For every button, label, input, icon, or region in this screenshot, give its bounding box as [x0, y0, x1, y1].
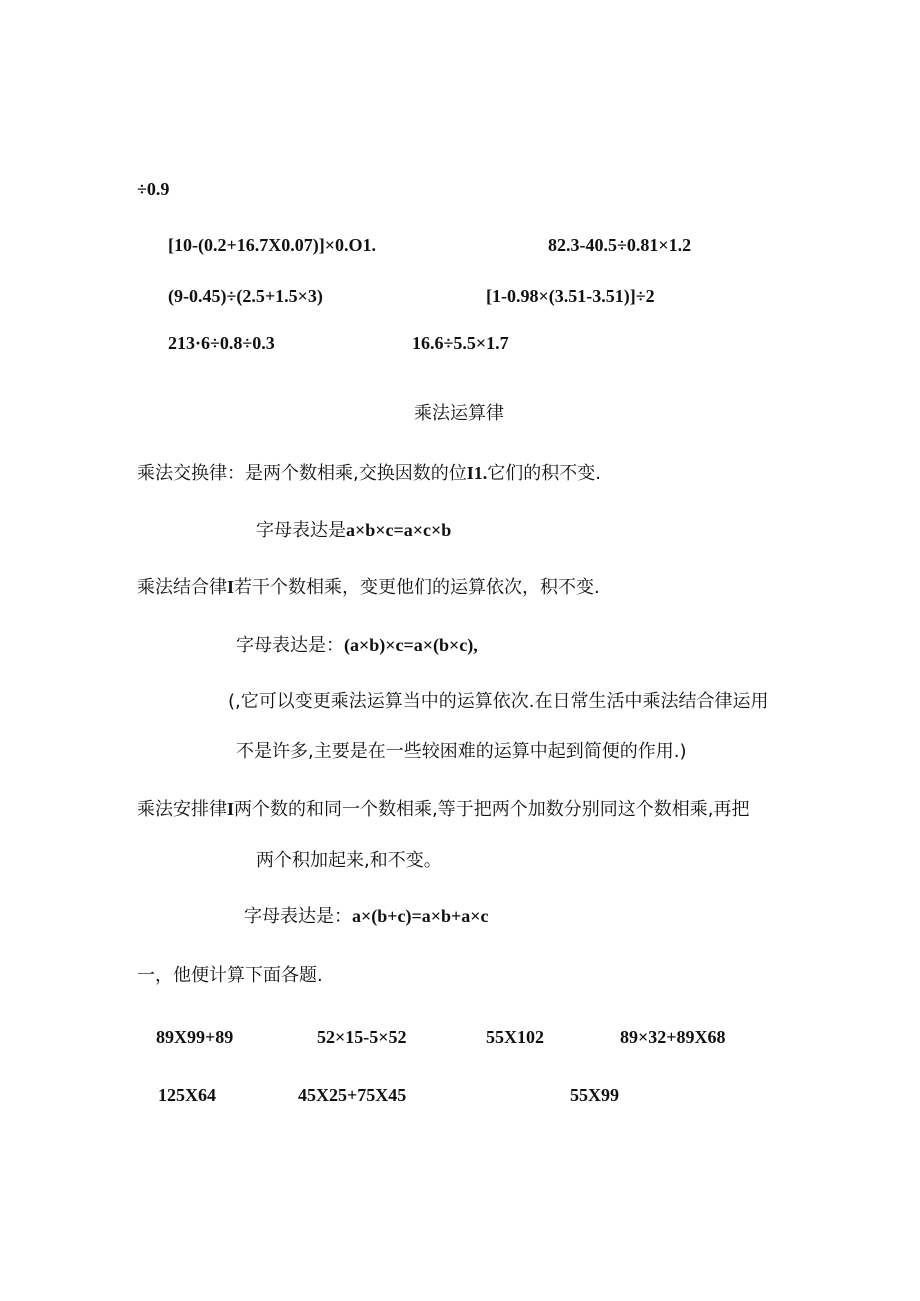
exercise-a-5: 213·6÷0.8÷0.3 [168, 333, 275, 353]
associative-law [137, 575, 600, 600]
exercise-b-2: 52×15-5×52 [317, 1027, 407, 1047]
associative-label: 乘法结合律 [137, 577, 227, 598]
exercise-b-6: 45X25+75X45 [298, 1085, 407, 1105]
associative-formula-expr: (a×b)×c=a×(b×c), [344, 635, 478, 655]
commutative-formula [256, 518, 451, 543]
exercise-b-3: 55X102 [486, 1027, 544, 1047]
distributive-mark: I [227, 799, 235, 819]
associative-note-line2: 不是许多,主要是在一些较困难的运算中起到简便的作用.) [236, 741, 687, 762]
exercise-b-5: 125X64 [158, 1085, 216, 1105]
associative-text: 若干个数相乘，变更他们的运算依次，积不变. [234, 577, 600, 598]
associative-note-line1: (,它可以变更乘法运算当中的运算依次.在日常生活中乘法结合律运用 [228, 691, 769, 712]
exercise-a-1: [10-(0.2+16.7X0.07)]×0.O1. [168, 235, 376, 255]
exercise-b-1: 89X99+89 [156, 1027, 234, 1047]
exercise-heading: 一，他便计算下面各题. [137, 965, 323, 986]
commutative-formula-expr: a×b×c=a×c×b [346, 520, 452, 540]
distributive-text-line2: 两个积加起来,和不变。 [256, 850, 442, 871]
exercise-a-2: 82.3-40.5÷0.81×1.2 [548, 235, 692, 255]
exercise-b-7: 55X99 [570, 1085, 619, 1105]
exercise-b-4: 89×32+89X68 [620, 1027, 726, 1047]
distributive-formula-label: 字母表达是： [244, 906, 352, 927]
distributive-label: 乘法安排律 [137, 799, 227, 820]
commutative-text-c: 它们的积不变. [487, 463, 601, 484]
associative-mark: I [227, 577, 235, 597]
exercise-a-4: [1-0.98×(3.51-3.51)]÷2 [486, 286, 655, 306]
distributive-law [137, 797, 749, 822]
commutative-law [137, 461, 601, 486]
distributive-formula [244, 904, 489, 929]
section-title: 乘法运算律 [414, 403, 504, 424]
distributive-formula-expr: a×(b+c)=a×b+a×c [352, 906, 489, 926]
associative-formula [236, 633, 478, 658]
top-fragment: ÷0.9 [137, 179, 170, 199]
commutative-text-a: 是两个数相乘,交换因数的位 [245, 463, 467, 484]
commutative-formula-label: 字母表达是 [256, 520, 346, 541]
associative-formula-label: 字母表达是： [236, 635, 344, 656]
distributive-text-line1: 两个数的和同一个数相乘,等于把两个加数分别同这个数相乘,再把 [234, 799, 750, 820]
commutative-mark: I1. [466, 463, 488, 483]
exercise-a-3: (9-0.45)÷(2.5+1.5×3) [168, 286, 323, 306]
commutative-label: 乘法交换律： [137, 463, 245, 484]
exercise-a-6: 16.6÷5.5×1.7 [412, 333, 509, 353]
